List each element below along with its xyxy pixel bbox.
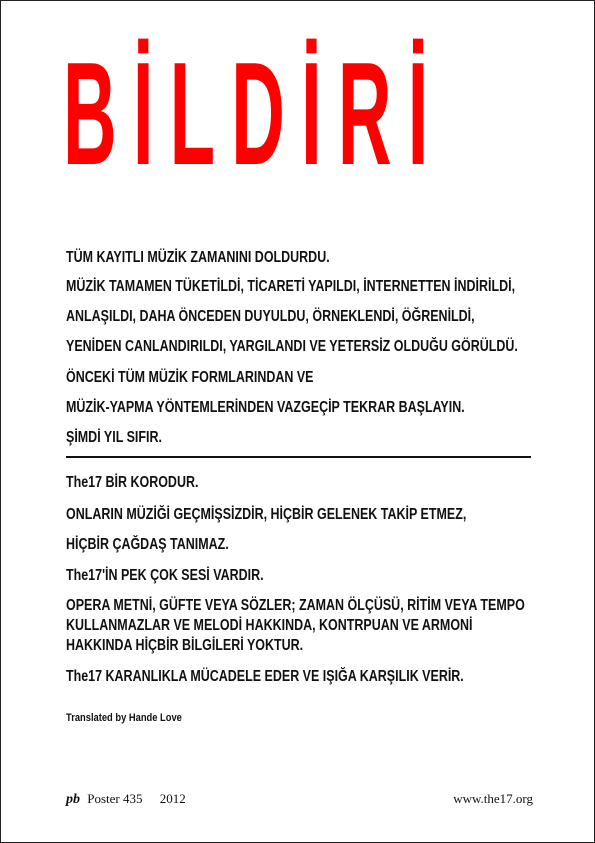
pb-logo-icon: pb [66, 792, 80, 807]
manifesto-line: MÜZİK TAMAMEN TÜKETİLDİ, TİCARETİ YAPILDI, İNTERNETTEN İNDİRİLDİ, [66, 278, 516, 295]
about-line: HİÇBİR ÇAĞDAŞ TANIMAZ. [66, 536, 229, 553]
footer-left [66, 790, 186, 809]
poster-year: 2012 [159, 791, 186, 806]
manifesto-line: YENİDEN CANLANDIRILDI, YARGILANDI VE YETERSİZ OLDUĞU GÖRÜLDÜ. [66, 338, 518, 355]
manifesto-line: MÜZİK-YAPMA YÖNTEMLERİNDEN VAZGEÇİP TEKRAR BAŞLAYIN. [66, 399, 465, 416]
poster-title: BİLDİRİ [63, 32, 445, 196]
manifesto-line: ANLAŞILDI, DAHA ÖNCEDEN DUYULDU, ÖRNEKLENDİ, ÖĞRENİLDİ, [66, 308, 475, 325]
manifesto-line: ŞİMDİ YIL SIFIR. [66, 429, 162, 446]
about-line: The17 KARANLIKLA MÜCADELE EDER VE IŞIĞA KARŞILIK VERİR. [66, 668, 464, 685]
manifesto-line: ÖNCEKİ TÜM MÜZİK FORMLARINDAN VE [66, 369, 314, 386]
manifesto-line: TÜM KAYITLI MÜZİK ZAMANINI DOLDURDU. [66, 249, 330, 266]
section-divider [66, 456, 531, 458]
about-line: OPERA METNİ, GÜFTE VEYA SÖZLER; ZAMAN ÖLÇÜSÜ, RİTİM VEYA TEMPO [66, 597, 525, 614]
about-line: The17'İN PEK ÇOK SESİ VARDIR. [66, 567, 264, 584]
website-url: www.the17.org [453, 791, 533, 806]
about-line: The17 BİR KORODUR. [66, 474, 199, 491]
about-line: HAKKINDA HİÇBİR BİLGİLERİ YOKTUR. [66, 637, 304, 654]
about-line: KULLANMAZLAR VE MELODİ HAKKINDA, KONTRPUAN VE ARMONİ [66, 617, 473, 634]
translator-credit: Translated by Hande Love [66, 712, 182, 724]
poster-footer [66, 790, 533, 808]
poster-number: Poster 435 [87, 791, 143, 806]
about-line: ONLARIN MÜZİĞİ GEÇMİŞSİZDİR, HİÇBİR GELENEK TAKİP ETMEZ, [66, 506, 467, 523]
